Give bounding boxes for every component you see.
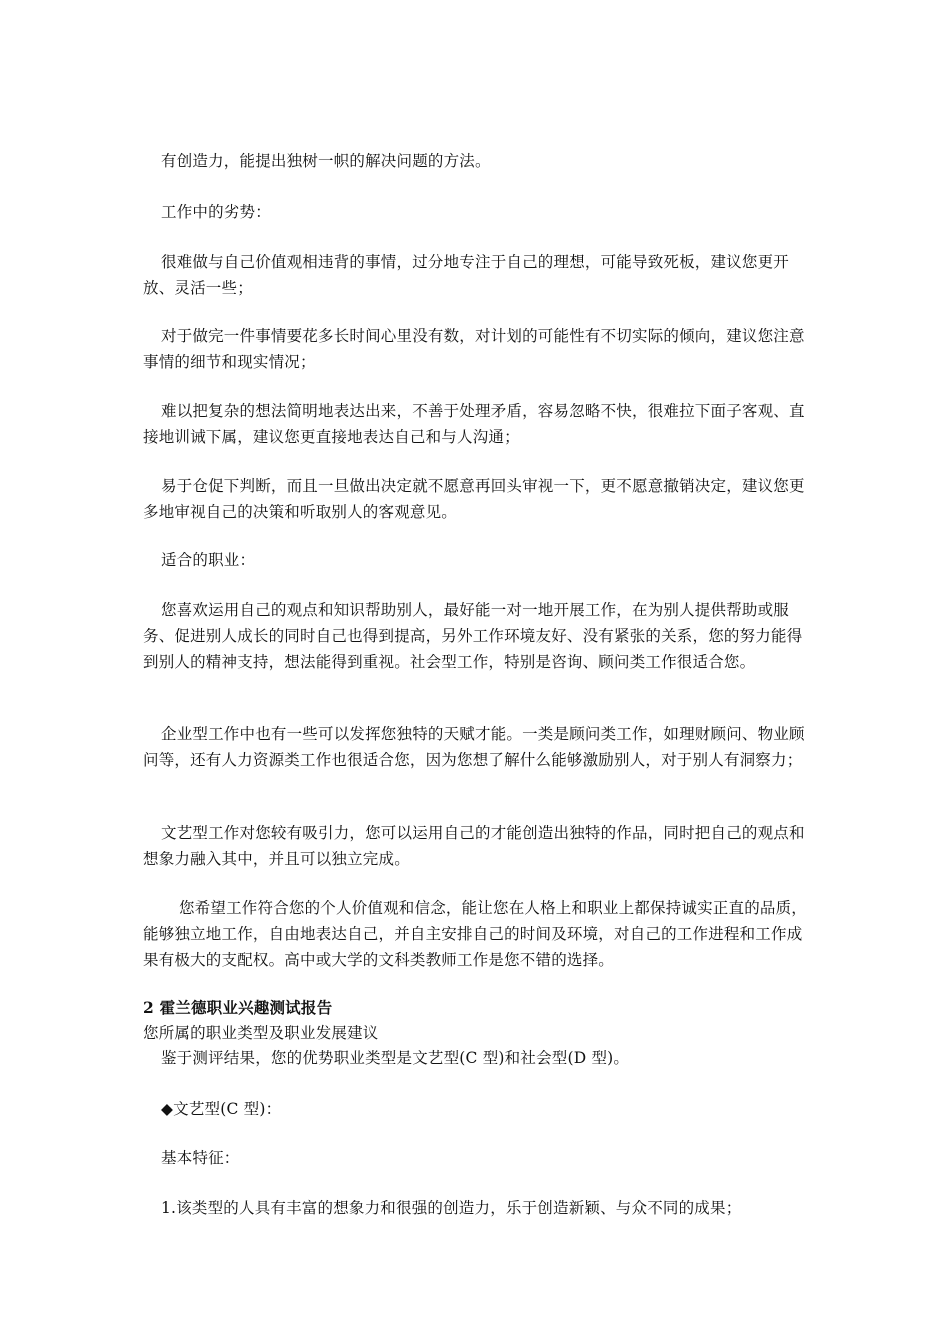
paragraph-career-artistic: 文艺型工作对您较有吸引力，您可以运用自己的才能创造出独特的作品，同时把自己的观点和想象力融入其中，并且可以独立完成。: [143, 824, 805, 868]
paragraph-weakness-label: 工作中的劣势：: [161, 203, 271, 221]
paragraph-creativity: 有创造力，能提出独树一帜的解决问题的方法。: [161, 152, 491, 170]
type-title: ◆文艺型(C 型)：: [161, 1100, 282, 1118]
feature-item-1: 1.该类型的人具有丰富的想象力和很强的创造力，乐于创造新颖、与众不同的成果；: [161, 1199, 742, 1217]
paragraph-weakness-1: 很难做与自己价值观相违背的事情，过分地专注于自己的理想，可能导致死板，建议您更开放、灵活一些；: [143, 253, 790, 297]
section-subheading: 您所属的职业类型及职业发展建议: [143, 1024, 379, 1042]
paragraph-weakness-3: 难以把复杂的想法简明地表达出来，不善于处理矛盾，容易忽略不快，很难拉下面子客观、直接地训诫下属，建议您更直接地表达自己和与人沟通；: [143, 402, 805, 446]
paragraph-career-values: 您希望工作符合您的个人价值观和信念，能让您在人格上和职业上都保持诚实正直的品质，能够独立地工作，自由地表达自己，并自主安排自己的时间及环境，对自己的工作进程和工作成果有极大的支配权。高中或大学的文科类教师工作是您不错的选择。: [143, 899, 808, 969]
paragraph-career-social: 您喜欢运用自己的观点和知识帮助别人，最好能一对一地开展工作，在为别人提供帮助或服务、促进别人成长的同时自己也得到提高，另外工作环境友好、没有紧张的关系，您的努力能得到别人的精神支持，想法能得到重视。社会型工作，特别是咨询、顾问类工作很适合您。: [143, 601, 803, 671]
section-intro: 鉴于测评结果，您的优势职业类型是文艺型(C 型)和社会型(D 型)。: [161, 1049, 630, 1067]
section-heading: 2 霍兰德职业兴趣测试报告: [143, 998, 333, 1017]
paragraph-weakness-2: 对于做完一件事情要花多长时间心里没有数，对计划的可能性有不切实际的倾向，建议您注意事情的细节和现实情况；: [143, 327, 805, 371]
paragraph-career-label: 适合的职业：: [161, 551, 256, 569]
paragraph-weakness-4: 易于仓促下判断，而且一旦做出决定就不愿意再回头审视一下，更不愿意撤销决定，建议您更多地审视自己的决策和听取别人的客观意见。: [143, 477, 805, 521]
paragraph-career-enterprise: 企业型工作中也有一些可以发挥您独特的天赋才能。一类是顾问类工作，如理财顾问、物业顾问等，还有人力资源类工作也很适合您，因为您想了解什么能够激励别人，对于别人有洞察力；: [143, 725, 805, 769]
basic-features-label: 基本特征：: [161, 1149, 240, 1167]
